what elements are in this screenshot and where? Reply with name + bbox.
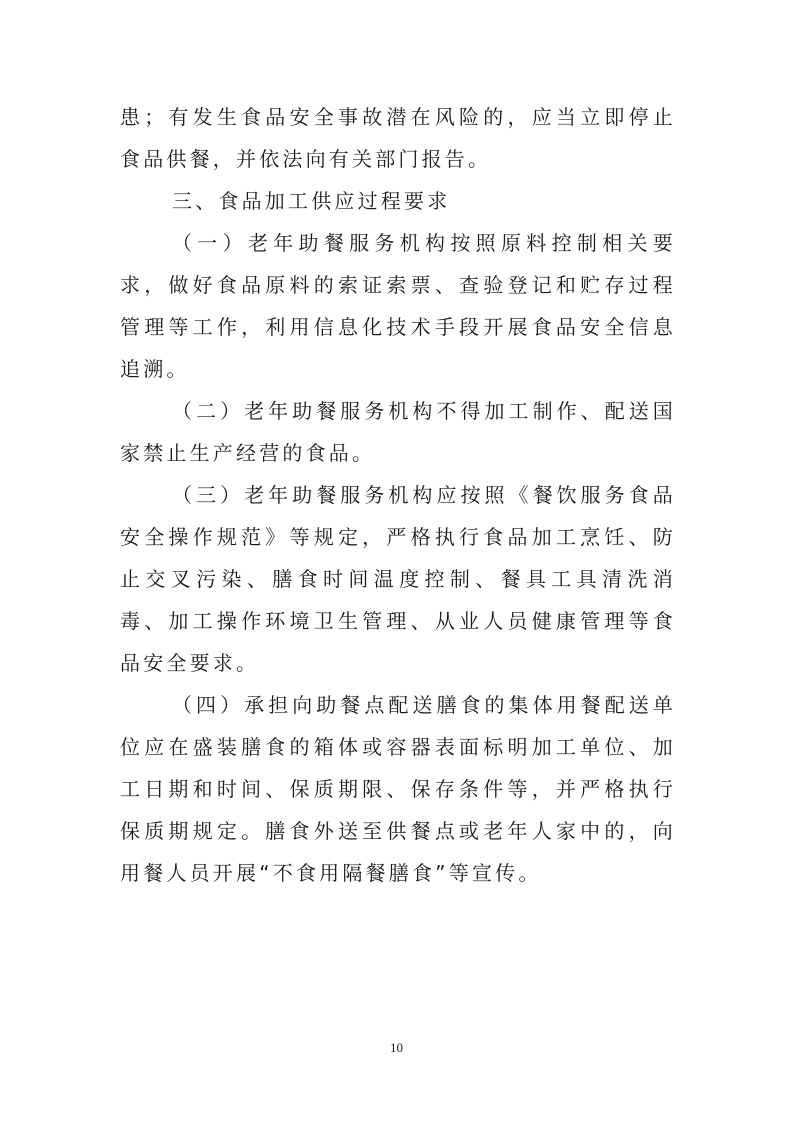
paragraph-item-4: （四）承担向助餐点配送膳食的集体用餐配送单位应在盛装膳食的箱体或容器表面标明加工单位、加工日期和时间、保质期限、保存条件等，并严格执行保质期规定。膳食外送至供餐点或老年人家中的，向用餐人员开展“不食用隔餐膳食”等宣传。 (120, 693, 676, 885)
paragraph-item-3: （三）老年助餐服务机构应按照《餐饮服务食品安全操作规范》等规定，严格执行食品加工烹饪、防止交叉污染、膳食时间温度控制、餐具工具清洗消毒、加工操作环境卫生管理、从业人员健康管理等食品安全要求。 (120, 483, 676, 675)
paragraph-item-2: （二）老年助餐服务机构不得加工制作、配送国家禁止生产经营的食品。 (120, 399, 676, 465)
paragraph-continuation: 患；有发生食品安全事故潜在风险的，应当立即停止食品供餐，并依法向有关部门报告。 (120, 105, 676, 171)
paragraph-item-1: （一）老年助餐服务机构按照原料控制相关要求，做好食品原料的索证索票、查验登记和贮存过程管理等工作，利用信息化技术手段开展食品安全信息追溯。 (120, 231, 676, 381)
page-number: 10 (390, 1040, 403, 1055)
section-heading: 三、食品加工供应过程要求 (172, 189, 451, 213)
document-body (120, 96, 676, 894)
